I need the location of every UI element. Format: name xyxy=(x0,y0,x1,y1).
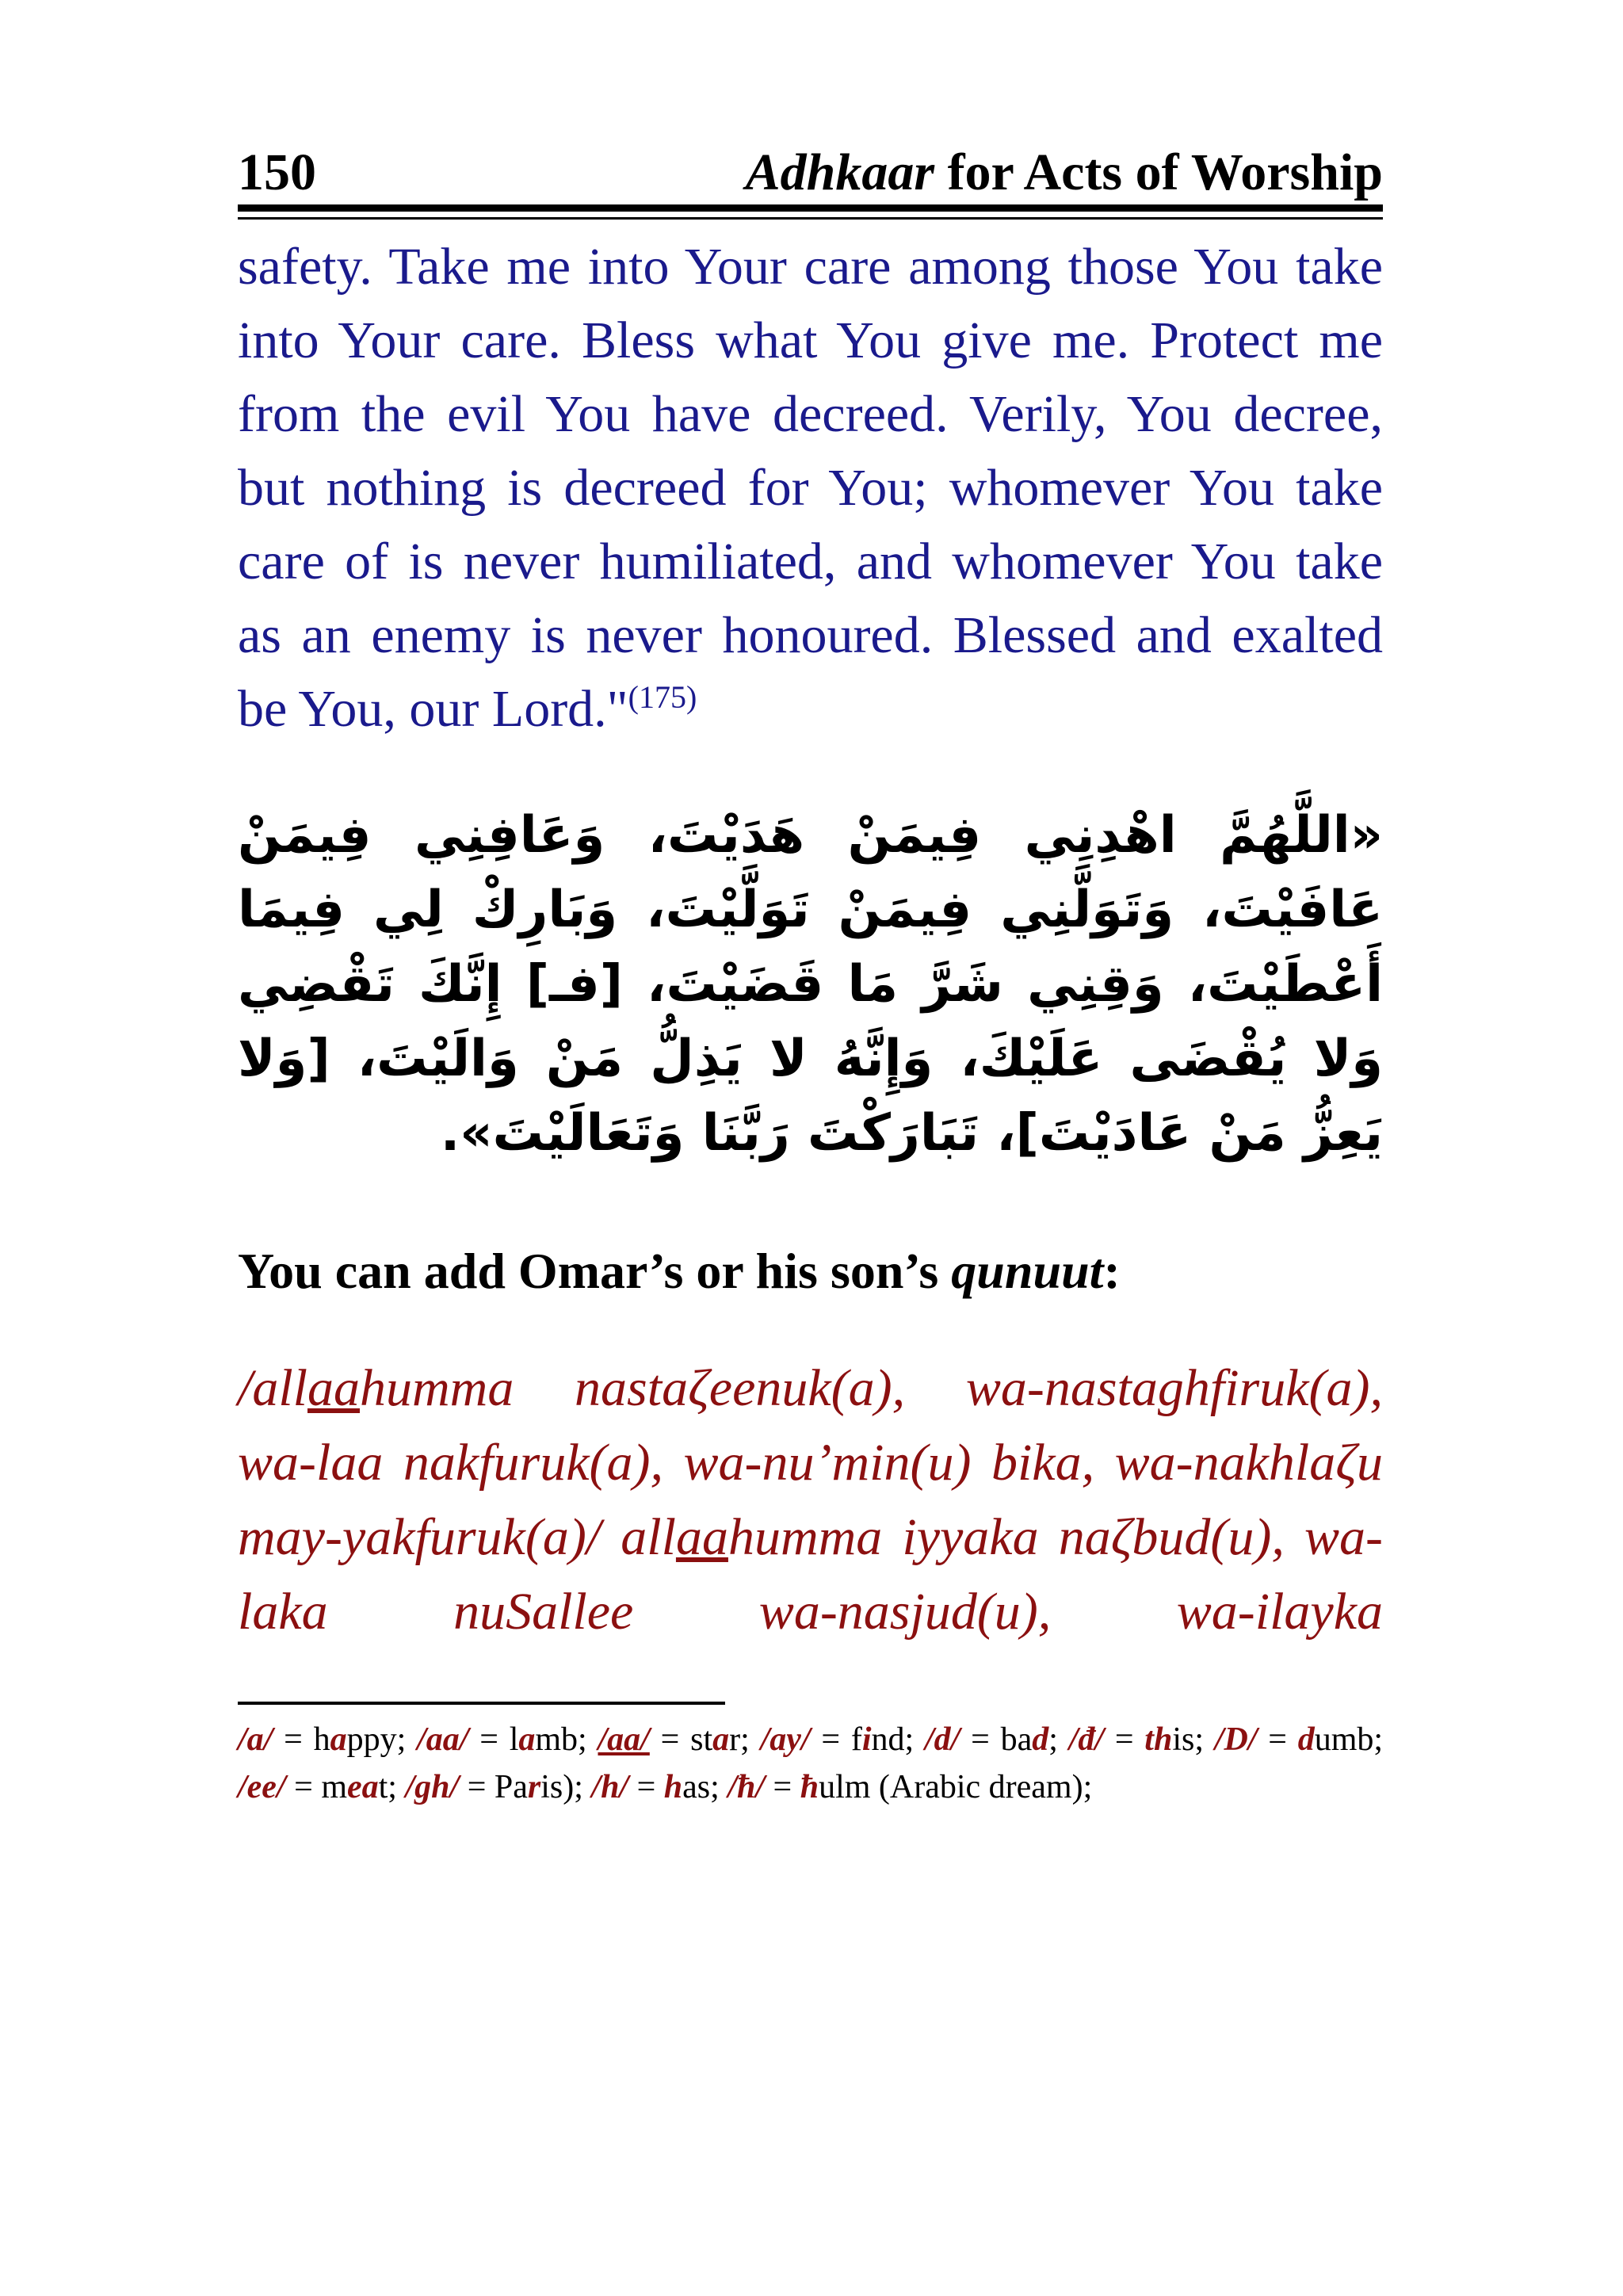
transliteration-part-3: humma iyyaka naζbud(u), wa-laka nuSallee wa-nasjud(u), wa-ilayka xyxy=(238,1508,1384,1641)
footnote-divider xyxy=(238,1702,725,1705)
transliteration-paragraph xyxy=(238,1351,1383,1649)
transliteration-underline-2: aa xyxy=(675,1508,728,1566)
header-rule-thin xyxy=(238,217,1383,220)
subheading-emphasis: qunuut xyxy=(951,1243,1104,1299)
translation-text: safety. Take me into Your care among those You take into Your care. Bless what You give me. Protect me from the evil You have decreed. Verily, You decree, but nothing is decreed for You; whomever You take care of is never humiliated, and whomever You take as an enemy is never honoured. Blessed and exalted be You, our Lord." xyxy=(238,238,1383,738)
translation-paragraph xyxy=(238,230,1383,746)
transliteration-part-1: /all xyxy=(238,1359,308,1417)
subheading xyxy=(238,1242,1383,1301)
key-item-dh: /đ/ = this; xyxy=(1068,1721,1215,1758)
running-title-rest: for Acts of Worship xyxy=(934,143,1383,201)
page-number: 150 xyxy=(238,143,316,201)
pronunciation-key xyxy=(238,1716,1383,1811)
header-rule-thick xyxy=(238,204,1383,212)
key-item-d: /d/ = bad; xyxy=(924,1721,1069,1758)
footnote-reference: (175) xyxy=(628,679,697,715)
key-item-h-pharyngeal: /ħ/ = ħulm (Arabic dream); xyxy=(727,1769,1093,1805)
subheading-colon: : xyxy=(1103,1243,1121,1299)
running-title-emphasis: Adhkaar xyxy=(745,143,935,201)
running-header xyxy=(238,119,1383,214)
running-title xyxy=(746,143,1383,203)
key-item-aa-star: /aa/ = star; xyxy=(598,1721,761,1758)
transliteration-part-2: humma nastaζeenuk(a), wa-nastaghfiruk(a), wa-laa nakfuruk(a), wa-nu’min(u) bika, wa-nakhlaζu may-yakfuruk(a)/ all xyxy=(238,1359,1383,1566)
subheading-text: You can add Omar’s or his son’s xyxy=(238,1243,952,1299)
page xyxy=(238,119,1383,1844)
key-item-a: /a/ = happy; xyxy=(238,1721,418,1758)
key-item-ee: /ee/ = meat; xyxy=(238,1769,406,1805)
key-item-aa-lamb: /aa/ = lamb; xyxy=(417,1721,598,1758)
transliteration-underline-1: aa xyxy=(307,1359,361,1417)
key-item-h: /h/ = has; xyxy=(591,1769,728,1805)
key-item-gh: /gh/ = Paris); xyxy=(405,1769,592,1805)
key-item-D-emphatic: /D/ = dumb; xyxy=(1214,1721,1384,1758)
key-item-ay: /ay/ = find; xyxy=(760,1721,925,1758)
arabic-supplication: «اللَّهُمَّ اهْدِنِي فِيمَنْ هَدَيْتَ، وَعَافِنِي فِيمَنْ عَافَيْتَ، وَتَوَلَّنِي فِيمَنْ تَوَلَّيْتَ، وَبَارِكْ لِي فِيمَا أَعْطَيْتَ، وَقِنِي شَرَّ مَا قَضَيْتَ، [فـ] إِنَّكَ تَقْضِي وَلا يُقْضَى عَلَيْكَ، وَإِنَّهُ لا يَذِلُّ مَنْ وَالَيْتَ، [وَلا يَعِزُّ مَنْ عَادَيْتَ]، تَبَارَكْتَ رَبَّنَا وَتَعَالَيْتَ». xyxy=(238,806,1383,1163)
